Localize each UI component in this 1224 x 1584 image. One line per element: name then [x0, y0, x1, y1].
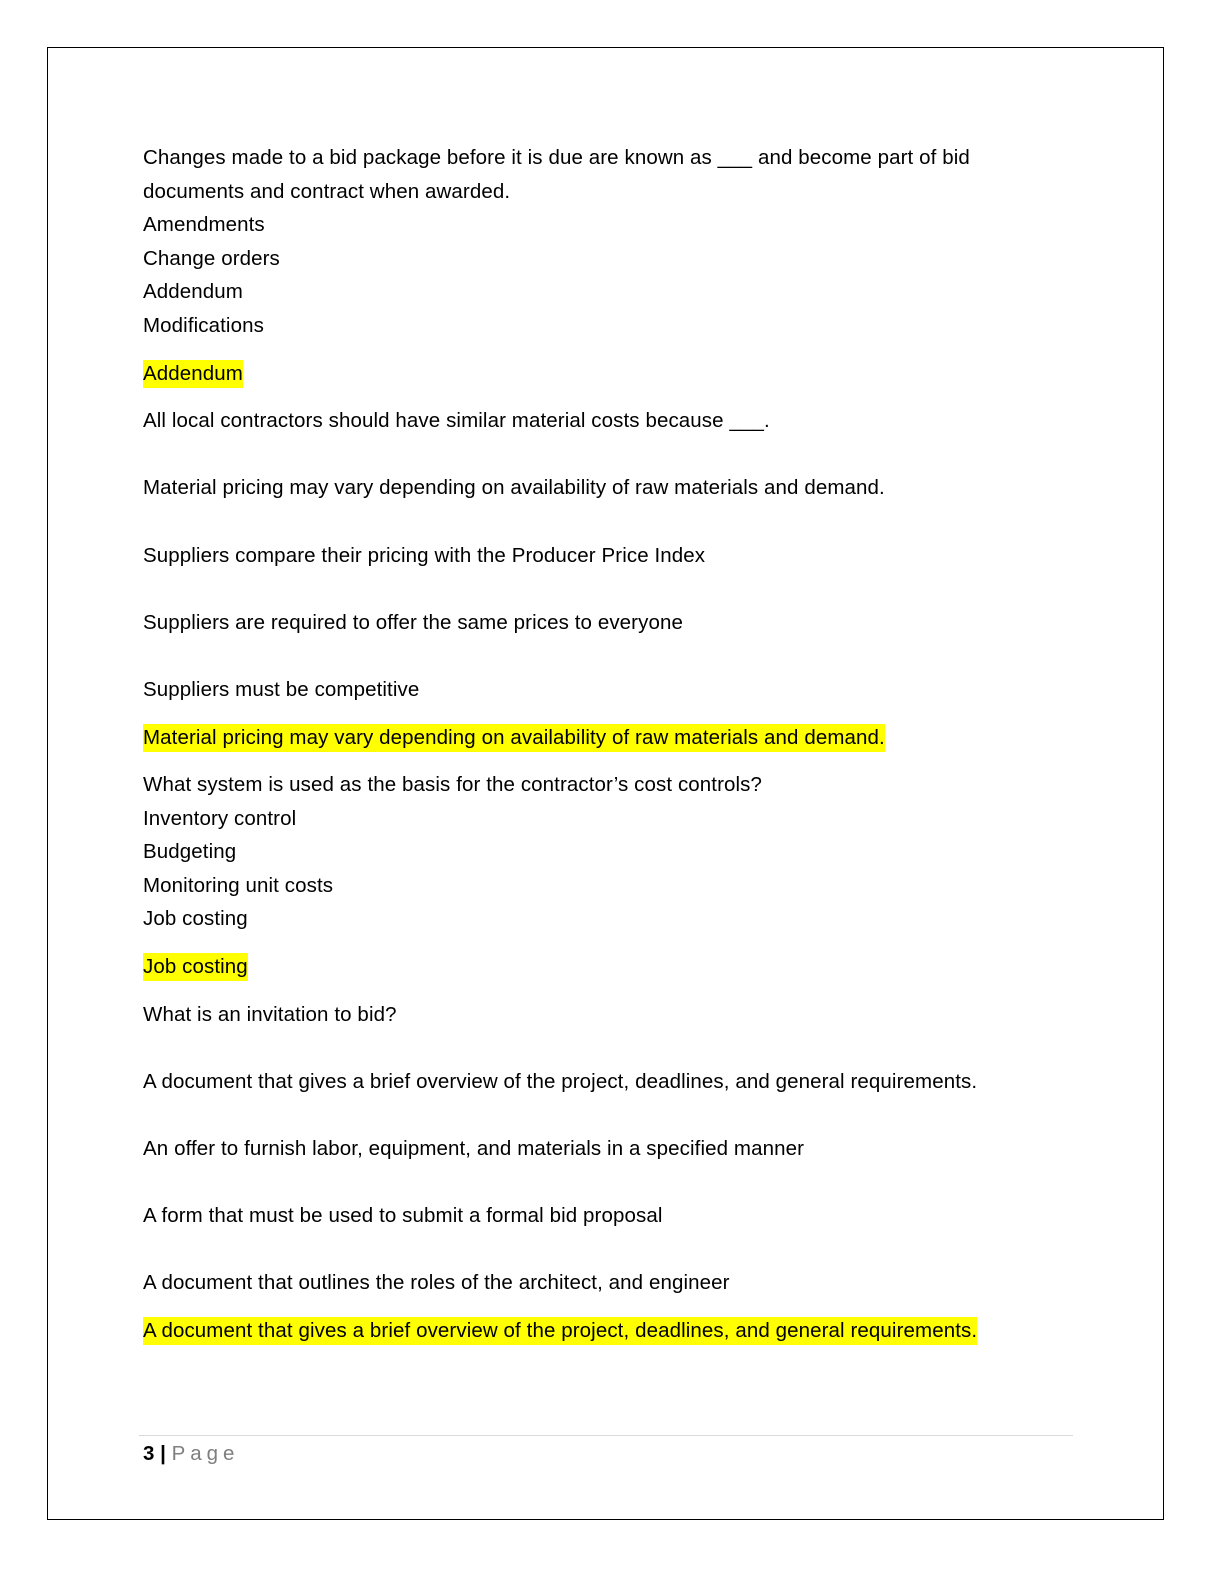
answer-option: Suppliers are required to offer the same prices to everyone	[143, 610, 683, 634]
correct-answer-highlight: A document that gives a brief overview of the project, deadlines, and general requirements.	[143, 1317, 977, 1345]
answer-option: Inventory control	[143, 806, 297, 830]
answer-option: Material pricing may vary depending on availability of raw materials and demand.	[143, 476, 885, 500]
answer-option: A form that must be used to submit a formal bid proposal	[143, 1204, 663, 1228]
question-prompt: Changes made to a bid package before it is due are known as ___ and become part of bid	[143, 146, 970, 169]
answer-option: Addendum	[143, 280, 243, 304]
page-number: 3	[143, 1442, 155, 1465]
question-prompt: What system is used as the basis for the contractor’s cost controls?	[143, 773, 763, 797]
answer-option: Modifications	[143, 313, 264, 337]
answer-option: Suppliers must be competitive	[143, 677, 420, 701]
answer-option: A document that gives a brief overview of the project, deadlines, and general requirements.	[143, 1069, 978, 1093]
answer-option: An offer to furnish labor, equipment, and materials in a specified manner	[143, 1137, 805, 1161]
answer-option: Suppliers compare their pricing with the Producer Price Index	[143, 543, 706, 567]
answer-option: Monitoring unit costs	[143, 873, 334, 897]
answer-option: A document that outlines the roles of the architect, and engineer	[143, 1271, 730, 1295]
answer-option: Job costing	[143, 907, 248, 931]
question-block	[143, 141, 1083, 404]
correct-answer-highlight: Material pricing may vary depending on availability of raw materials and demand.	[143, 724, 885, 752]
page-footer	[143, 1440, 239, 1468]
question-prompt: What is an invitation to bid?	[143, 1002, 397, 1026]
correct-answer-highlight: Addendum	[143, 360, 243, 388]
document-body	[143, 141, 1083, 1348]
answer-option: Change orders	[143, 246, 280, 270]
correct-answer-highlight: Job costing	[143, 953, 248, 981]
question-prompt: All local contractors should have similar material costs because ___.	[143, 409, 770, 433]
question-block	[143, 404, 1083, 768]
footer-separator: |	[160, 1442, 166, 1465]
footer-divider	[139, 1435, 1073, 1436]
question-block	[143, 998, 1083, 1348]
answer-option: Amendments	[143, 213, 265, 237]
question-block	[143, 768, 1083, 998]
answer-option: Budgeting	[143, 840, 237, 864]
question-prompt: documents and contract when awarded.	[143, 179, 511, 203]
page-label: Page	[171, 1442, 240, 1465]
